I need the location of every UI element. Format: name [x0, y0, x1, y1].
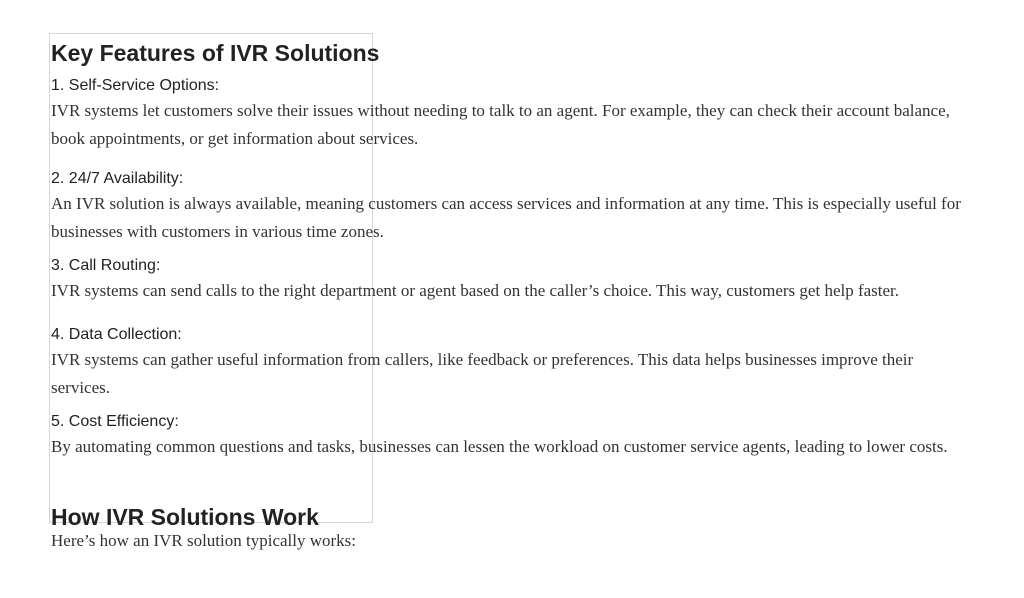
- feature-title-data-collection: 4. Data Collection:: [51, 326, 182, 343]
- feature-text-self-service: IVR systems let customers solve their issues without needing to talk to an agent. For example, they can check their account balance, book appointments, or get information about services.: [51, 101, 950, 148]
- feature-text-data-collection: IVR systems can gather useful information from callers, like feedback or preferences. This data helps businesses improve their services.: [51, 350, 914, 397]
- feature-text-call-routing: IVR systems can send calls to the right department or agent based on the caller’s choice. This way, customers get help faster.: [51, 281, 900, 300]
- feature-title-availability: 2. 24/7 Availability:: [51, 170, 184, 187]
- section-heading-key-features: Key Features of IVR Solutions: [51, 40, 380, 66]
- section-heading-how-it-works: How IVR Solutions Work: [51, 504, 319, 530]
- feature-title-cost-efficiency: 5. Cost Efficiency:: [51, 413, 179, 430]
- feature-title-self-service: 1. Self-Service Options:: [51, 77, 220, 94]
- section-intro-how-it-works: Here’s how an IVR solution typically works:: [51, 531, 357, 550]
- feature-text-availability: An IVR solution is always available, meaning customers can access services and information at any time. This is especially useful for businesses with customers in various time zones.: [51, 194, 961, 241]
- feature-title-call-routing: 3. Call Routing:: [51, 257, 161, 274]
- feature-text-cost-efficiency: By automating common questions and tasks, businesses can lessen the workload on customer service agents, leading to lower costs.: [51, 437, 948, 456]
